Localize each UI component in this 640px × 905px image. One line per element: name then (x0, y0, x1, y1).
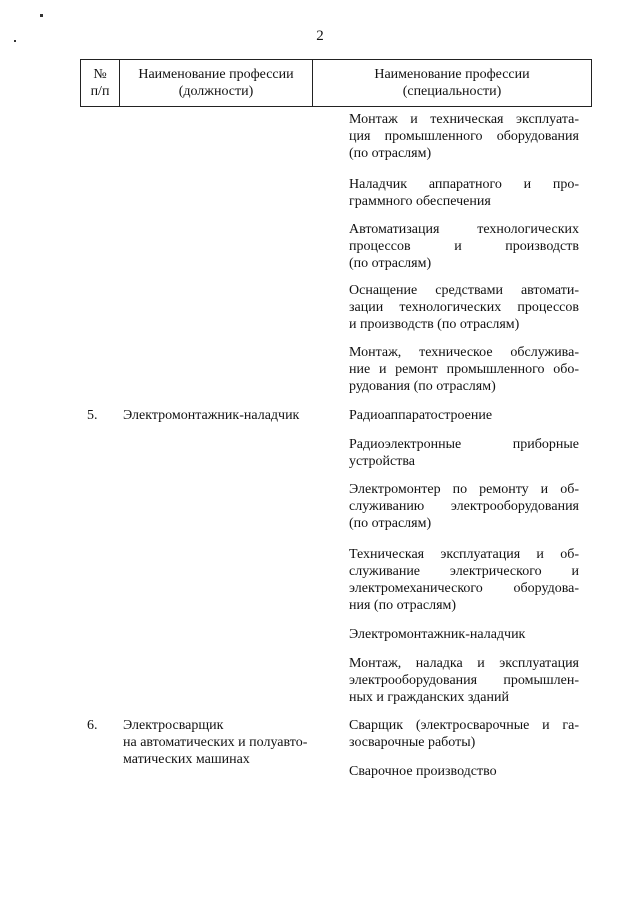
specialty-line: граммного обеспечения (349, 194, 491, 209)
specialty-entry (349, 221, 579, 272)
header-spec-line-1: Наименование профессии (374, 67, 530, 82)
specialty-line: устройства (349, 454, 415, 469)
specialty-line: процессов и производств (349, 239, 579, 254)
header-col-specialty (313, 60, 592, 107)
specialty-entry (349, 546, 579, 614)
specialty-line: электромеханического оборудова- (349, 581, 579, 596)
specialty-line: Техническая эксплуатация и об- (349, 547, 579, 562)
header-post-line-1: Наименование профессии (138, 67, 294, 82)
specialty-entry (349, 282, 579, 333)
specialty-entry (349, 717, 579, 751)
specialty-line: (по отраслям) (349, 146, 432, 161)
header-number-line-2: п/п (90, 84, 110, 99)
specialty-line: Наладчик аппаратного и про- (349, 177, 579, 192)
specialty-line: (по отраслям) (349, 516, 432, 531)
specialty-entry (349, 655, 579, 706)
specialty-line: служивание электрического и (349, 564, 579, 579)
profession-name (123, 407, 338, 424)
specialty-line: Радиоэлектронные приборные (349, 437, 579, 452)
specialty-line: Радиоаппаратостроение (349, 408, 493, 423)
page-number: 2 (316, 28, 324, 44)
specialty-line: Монтаж, техническое обслужива- (349, 345, 579, 360)
specialty-entry (349, 407, 579, 424)
specialty-line: зосварочные работы) (349, 735, 476, 750)
row-number: 6. (87, 718, 98, 733)
specialty-line: Сварщик (электросварочные и га- (349, 718, 579, 733)
header-col-number (81, 60, 120, 107)
specialty-line: зации технологических процессов (349, 300, 579, 315)
specialty-line: служиванию электрооборудования (349, 499, 579, 514)
profession-name (123, 717, 338, 768)
specialty-entry (349, 176, 579, 210)
specialty-line: Электромонтер по ремонту и об- (349, 482, 579, 497)
specialty-entry (349, 763, 579, 780)
specialty-line: ция промышленного оборудования (349, 129, 579, 144)
profession-line: матических машинах (123, 752, 250, 767)
specialty-line: рудования (по отраслям) (349, 379, 496, 394)
specialty-entry (349, 111, 579, 162)
profession-line: на автоматических и полуавто- (123, 735, 308, 750)
scan-speck (14, 40, 16, 42)
specialty-line: Монтаж, наладка и эксплуатация (349, 656, 579, 671)
specialty-entry (349, 436, 579, 470)
specialty-line: Автоматизация технологических (349, 222, 579, 237)
specialty-line: Электромонтажник-наладчик (349, 627, 526, 642)
specialty-line: Оснащение средствами автомати- (349, 283, 579, 298)
table-header (80, 59, 592, 107)
specialty-line: и производств (по отраслям) (349, 317, 520, 332)
scan-speck (40, 14, 43, 17)
specialty-line: Сварочное производство (349, 764, 497, 779)
specialty-line: ние и ремонт промышленного обо- (349, 362, 579, 377)
specialty-entry (349, 481, 579, 532)
specialty-line: ния (по отраслям) (349, 598, 457, 613)
header-spec-line-2: (специальности) (402, 84, 502, 99)
header-number-line-1: № (93, 67, 107, 82)
specialty-entry (349, 344, 579, 395)
row-number: 5. (87, 408, 98, 423)
specialty-line: Монтаж и техническая эксплуата- (349, 112, 579, 127)
specialty-entry (349, 626, 579, 643)
specialty-line: (по отраслям) (349, 256, 432, 271)
specialty-line: ных и гражданских зданий (349, 690, 509, 705)
header-col-post (120, 60, 313, 107)
profession-line: Электросварщик (123, 718, 224, 733)
specialty-line: электрооборудования промышлен- (349, 673, 579, 688)
profession-line: Электромонтажник-наладчик (123, 408, 300, 423)
header-post-line-2: (должности) (178, 84, 254, 99)
